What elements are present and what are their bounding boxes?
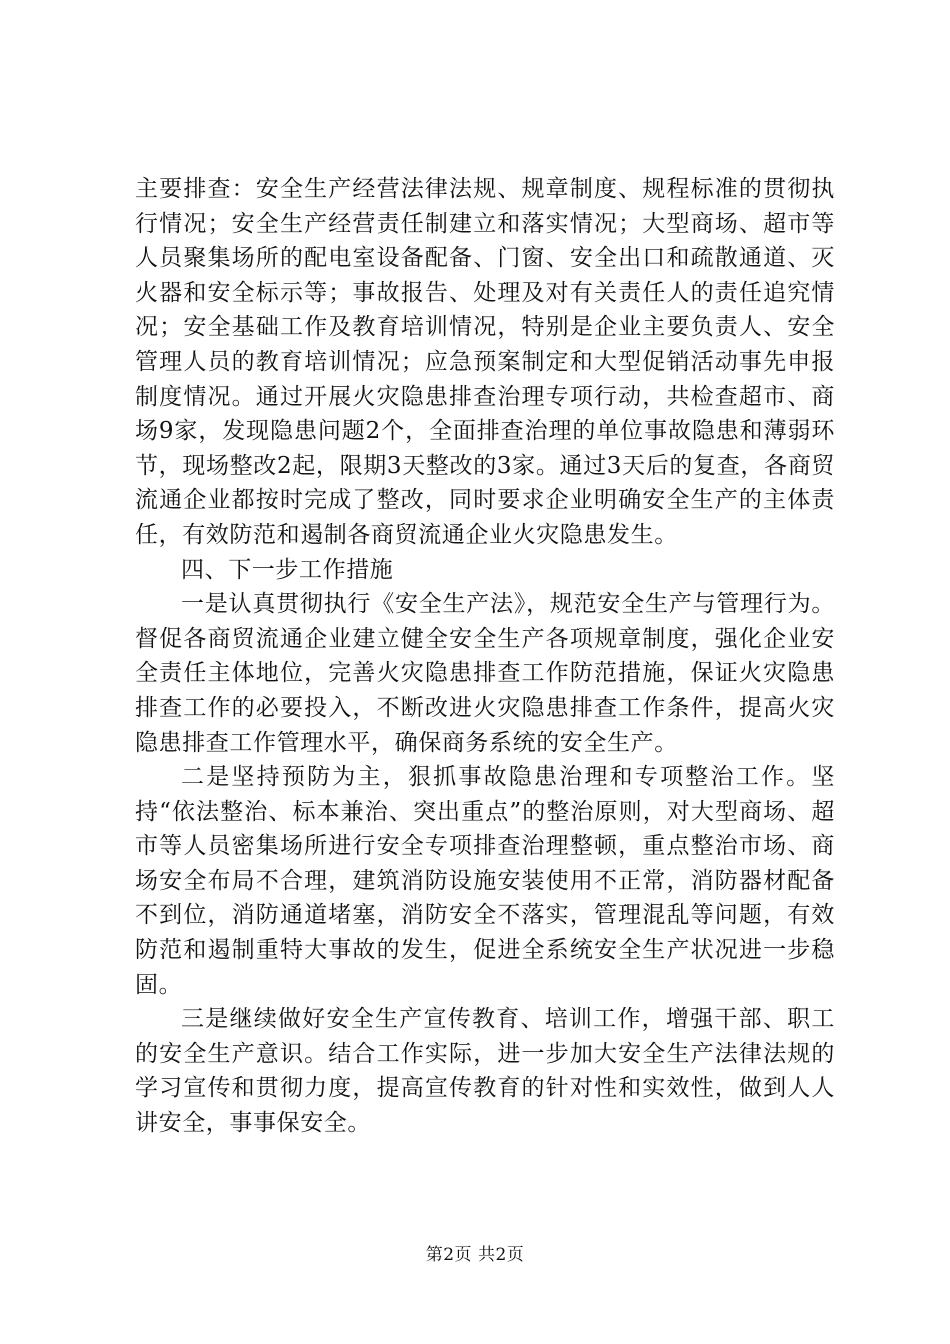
- document-body: [135, 172, 835, 1141]
- page-footer: [0, 1244, 950, 1266]
- paragraph-measure-one: 一是认真贯彻执行《安全生产法》，规范安全生产与管理行为。督促各商贸流通企业建立健全安全生产各项规章制度，强化企业安全责任主体地位，完善火灾隐患排查工作防范措施，保证火灾隐患排查工作的必要投入，不断改进火灾隐患排查工作条件，提高火灾隐患排查工作管理水平，确保商务系统的安全生产。: [135, 591, 835, 756]
- section-heading-next-steps: 四、下一步工作措施: [181, 556, 394, 583]
- paragraph-inspection-content: 主要排查：安全生产经营法律法规、规章制度、规程标准的贯彻执行情况；安全生产经营责任制建立和落实情况；大型商场、超市等人员聚集场所的配电室设备配备、门窗、安全出口和疏散通道、灭火器和安全标示等；事故报告、处理及对有关责任人的责任追究情况；安全基础工作及教育培训情况，特别是企业主要负责人、安全管理人员的教育培训情况；应急预案制定和大型促销活动事先申报制度情况。通过开展火灾隐患排查治理专项行动，共检查超市、商场9家，发现隐患问题2个，全面排查治理的单位事故隐患和薄弱环节，现场整改2起，限期3天整改的3家。通过3天后的复查，各商贸流通企业都按时完成了整改，同时要求企业明确安全生产的主体责任，有效防范和遏制各商贸流通企业火灾隐患发生。: [135, 176, 835, 548]
- paragraph-measure-three: 三是继续做好安全生产宣传教育、培训工作，增强干部、职工的安全生产意识。结合工作实际，进一步加大安全生产法律法规的学习宣传和贯彻力度，提高宣传教育的针对性和实效性，做到人人讲安全，事事保安全。: [135, 1006, 835, 1137]
- paragraph-measure-two: 二是坚持预防为主，狠抓事故隐患治理和专项整治工作。坚持“依法整治、标本兼治、突出重点”的整治原则，对大型商场、超市等人员密集场所进行安全专项排查治理整顿，重点整治市场、商场安全布局不合理，建筑消防设施安装使用不正常，消防器材配备不到位，消防通道堵塞，消防安全不落实，管理混乱等问题，有效防范和遏制重特大事故的发生，促进全系统安全生产状况进一步稳固。: [135, 764, 835, 998]
- page-number-label: 第2页 共2页: [425, 1245, 525, 1265]
